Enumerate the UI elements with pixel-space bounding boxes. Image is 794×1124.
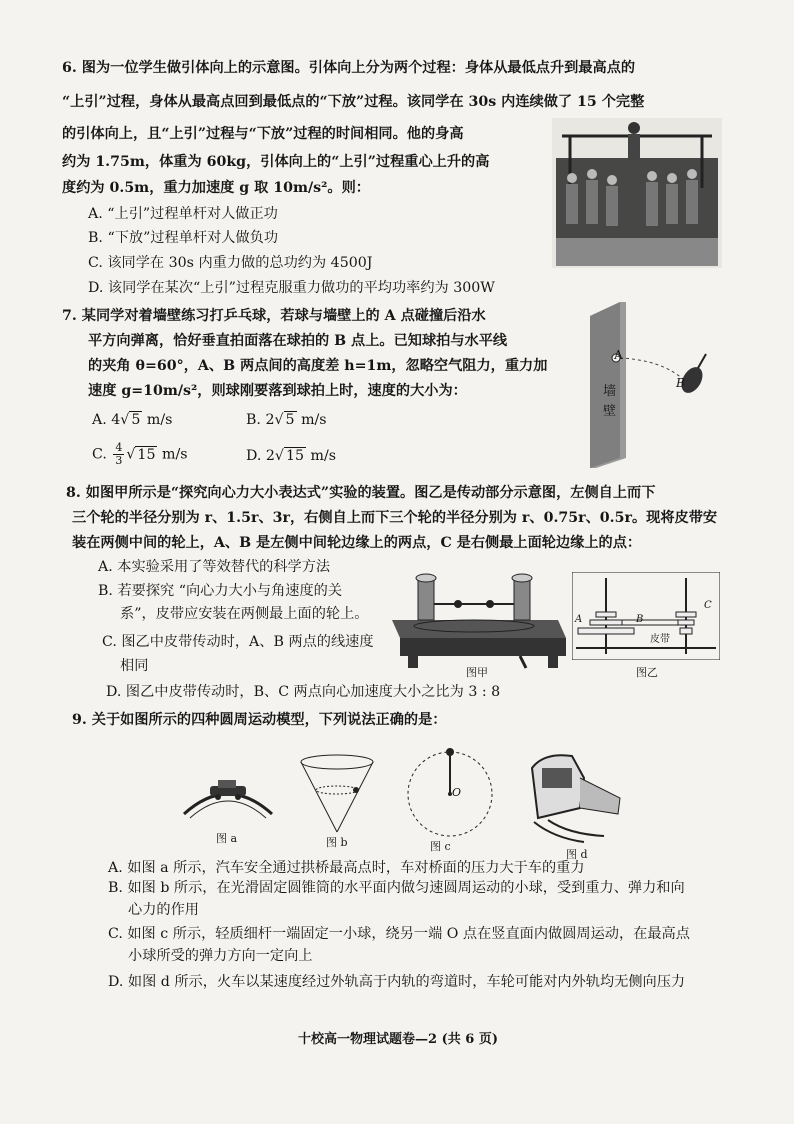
rod-circle-figure (402, 746, 498, 842)
q6-option-a: A. “上引”过程单杆对人做正功 (88, 206, 278, 222)
q7-stem-line2: 平方向弹离，恰好垂直拍面落在球拍的 B 点上。已知球拍与水平线 (88, 333, 508, 349)
q8-option-c-line2: 相同 (120, 658, 149, 674)
q8-option-b-line1: B. 若要探究 “向心力大小与角速度的关 (98, 583, 343, 599)
q8-option-b-line2: 系”，皮带应安装在两侧最上面的轮上。 (120, 606, 369, 622)
fig-yi-label-c: C (704, 600, 712, 611)
q7-stem-line3: 的夹角 θ=60°，A、B 两点间的高度差 h=1m，忽略空气阻力，重力加 (88, 358, 548, 374)
q7-option-c: C. $\frac{4}{3}$ √ 15 m/s (92, 441, 188, 467)
q8-stem-line2: 三个轮的半径分别为 r、1.5r、3r，右侧自上而下三个轮的半径分别为 r、0.75r、0.5r。现将皮带安 (72, 510, 718, 526)
q9-option-c-line1: C. 如图 c 所示，轻质细杆一端固定一小球，绕另一端 O 点在竖直面内做圆周运动，在最高点 (108, 926, 690, 942)
q8-option-a: A. 本实验采用了等效替代的科学方法 (98, 559, 331, 575)
q6-option-b: B. “下放”过程单杆对人做负功 (88, 230, 279, 246)
q8-stem-line3: 装在两侧中间的轮上，A、B 是左侧中间轮边缘上的两点，C 是右侧最上面轮边缘上的点： (72, 535, 642, 551)
q6-stem-line4: 约为 1.75m，体重为 60kg，引体向上的“上引”过程重心上升的高 (62, 154, 490, 170)
q8-option-d: D. 图乙中皮带传动时，B、C 两点向心加速度大小之比为 3 : 8 (106, 684, 501, 700)
fig-d-caption: 图 d (566, 848, 588, 861)
q6-option-c: C. 该同学在 30s 内重力做的总功约为 4500J (88, 255, 373, 271)
page-footer: 十校高一物理试题卷—2 (共 6 页) (298, 1032, 498, 1047)
cone-figure (294, 752, 380, 836)
q7-option-d: D. 2√ 15 m/s (246, 448, 337, 464)
q6-stem-line2: “上引”过程，身体从最高点回到最低点的“下放”过程。该同学在 30s 内连续做了 15 个完整 (62, 94, 645, 110)
q9-option-b-line1: B. 如图 b 所示，在光滑固定圆锥筒的水平面内做匀速圆周运动的小球，受到重力、弹力和向 (108, 880, 685, 896)
fig-jia-caption: 图甲 (466, 666, 488, 679)
q7-option-a: A. 4√ 5 m/s (92, 412, 173, 428)
wall-pingpong-figure (572, 298, 722, 470)
apparatus-figure-jia (388, 560, 568, 670)
train-figure (524, 748, 624, 844)
arch-bridge-figure (180, 770, 276, 822)
q7-stem-line4: 速度 g=10m/s²，则球刚要落到球拍上时，速度的大小为： (88, 383, 467, 399)
q9-option-b-line2: 心力的作用 (128, 902, 199, 918)
fig-yi-label-b: B (636, 614, 644, 625)
q6-stem-line3: 的引体向上，且“上引”过程与“下放”过程的时间相同。他的身高 (62, 126, 464, 142)
fig-point-b-label: B (676, 376, 685, 390)
fig-c-point-o: O (452, 786, 462, 799)
q8-stem-line1: 8. 如图甲所示是“探究向心力大小表达式”实验的装置。图乙是传动部分示意图，左侧自上而下 (66, 485, 656, 501)
fig-yi-belt-label: 皮带 (650, 634, 670, 645)
q6-stem-line1: 6. 图为一位学生做引体向上的示意图。引体向上分为两个过程：身体从最低点升到最高点的 (62, 60, 636, 76)
fig-yi-caption: 图乙 (636, 666, 658, 679)
q9-option-d: D. 如图 d 所示，火车以某速度经过外轨高于内轨的弯道时，车轮可能对内外轨均无侧向压力 (108, 974, 686, 990)
fig-point-a-label: A (614, 348, 623, 362)
q9-option-a: A. 如图 a 所示，汽车安全通过拱桥最高点时，车对桥面的压力大于车的重力 (108, 860, 585, 876)
q9-stem: 9. 关于如图所示的四种圆周运动模型，下列说法正确的是： (72, 712, 447, 728)
pullup-photo-figure (552, 118, 722, 268)
q9-option-c-line2: 小球所受的弹力方向一定向上 (128, 948, 313, 964)
fig-wall-label: 墙 (603, 384, 617, 399)
q6-option-d: D. 该同学在某次“上引”过程克服重力做功的平均功率约为 300W (88, 280, 495, 296)
q8-option-c-line1: C. 图乙中皮带传动时，A、B 两点的线速度 (102, 634, 374, 650)
fig-wall-label-2: 壁 (603, 404, 617, 419)
fig-b-caption: 图 b (326, 836, 348, 849)
fig-c-caption: 图 c (430, 840, 451, 853)
fig-a-caption: 图 a (216, 832, 238, 845)
q6-stem-line5: 度约为 0.5m，重力加速度 g 取 10m/s²。则： (62, 180, 370, 196)
transmission-figure-yi (572, 572, 720, 660)
q7-option-b: B. 2√ 5 m/s (246, 412, 327, 428)
fig-yi-label-a: A (575, 614, 583, 625)
q7-stem-line1: 7. 某同学对着墙壁练习打乒乓球，若球与墙壁上的 A 点碰撞后沿水 (62, 308, 486, 324)
